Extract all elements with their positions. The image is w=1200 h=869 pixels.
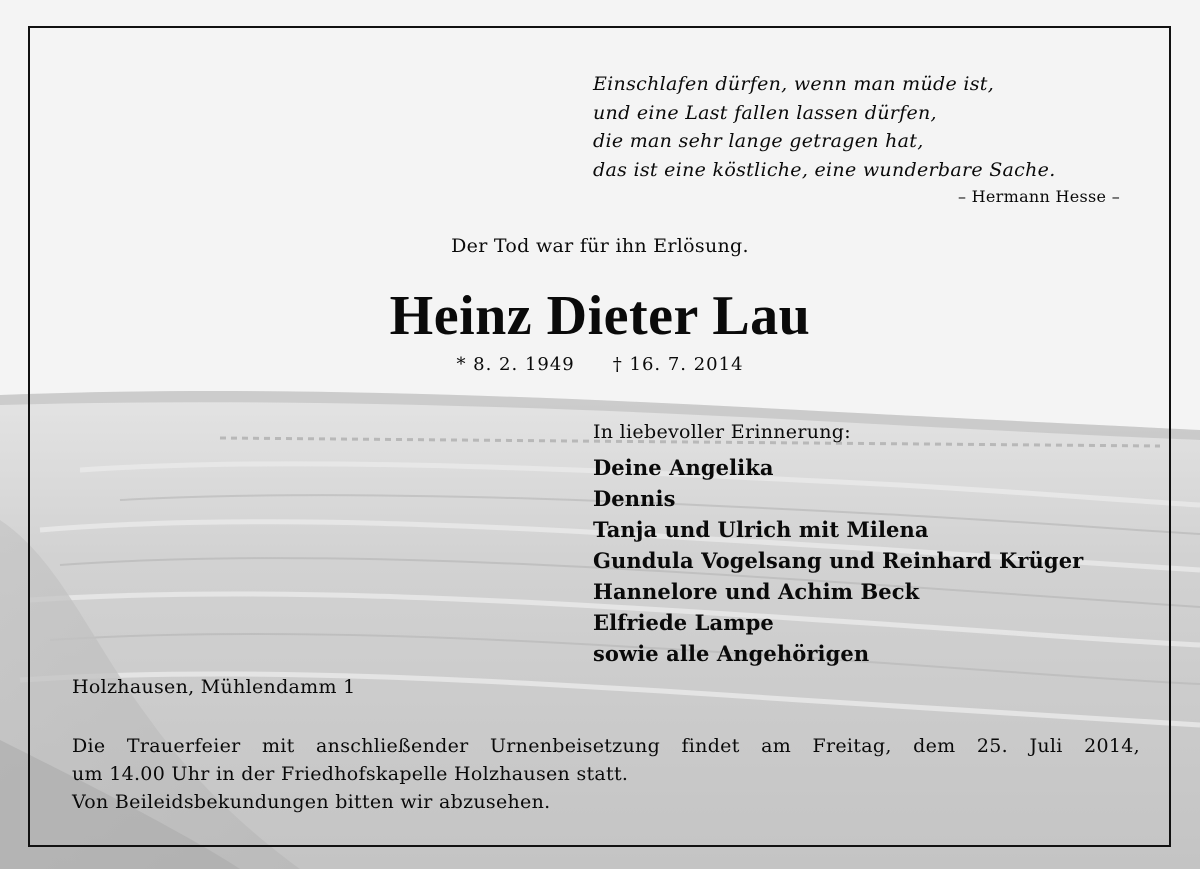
poem-line: Einschlafen dürfen, wenn man müde ist, (593, 73, 995, 95)
notice-line: Die Trauerfeier mit anschließender Urnenbeisetzung findet am Freitag, dem 25. Juli 2014, (72, 735, 1140, 757)
life-dates (0, 354, 1200, 375)
address: Holzhausen, Mühlendamm 1 (72, 676, 356, 698)
mourner-name: Deine Angelika (593, 455, 774, 480)
death-date: † 16. 7. 2014 (612, 354, 744, 375)
mourner-name: Hannelore und Achim Beck (593, 579, 920, 604)
mourner-name: Tanja und Ulrich mit Milena (593, 517, 929, 542)
poem (593, 70, 1133, 184)
mourner-name: sowie alle Angehörigen (593, 641, 870, 666)
funeral-notice (72, 732, 1140, 816)
birth-date: * 8. 2. 1949 (456, 354, 575, 375)
poem-line: die man sehr lange getragen hat, (593, 130, 924, 152)
mourner-name: Gundula Vogelsang und Reinhard Krüger (593, 548, 1084, 573)
deceased-name: Heinz Dieter Lau (389, 285, 811, 347)
intro-text: Der Tod war für ihn Erlösung. (451, 235, 749, 257)
mourners-list (593, 452, 1083, 669)
mourner-name: Dennis (593, 486, 676, 511)
notice-line: um 14.00 Uhr in der Friedhofskapelle Holzhausen statt. (72, 763, 629, 785)
mourner-name: Elfriede Lampe (593, 610, 774, 635)
mourners-intro: In liebevoller Erinnerung: (593, 421, 851, 443)
poem-line: und eine Last fallen lassen dürfen, (593, 101, 937, 124)
notice-line: Von Beileidsbekundungen bitten wir abzusehen. (72, 791, 551, 813)
poem-line: das ist eine köstliche, eine wunderbare Sache. (593, 158, 1056, 181)
poem-author: – Hermann Hesse – (957, 187, 1120, 206)
